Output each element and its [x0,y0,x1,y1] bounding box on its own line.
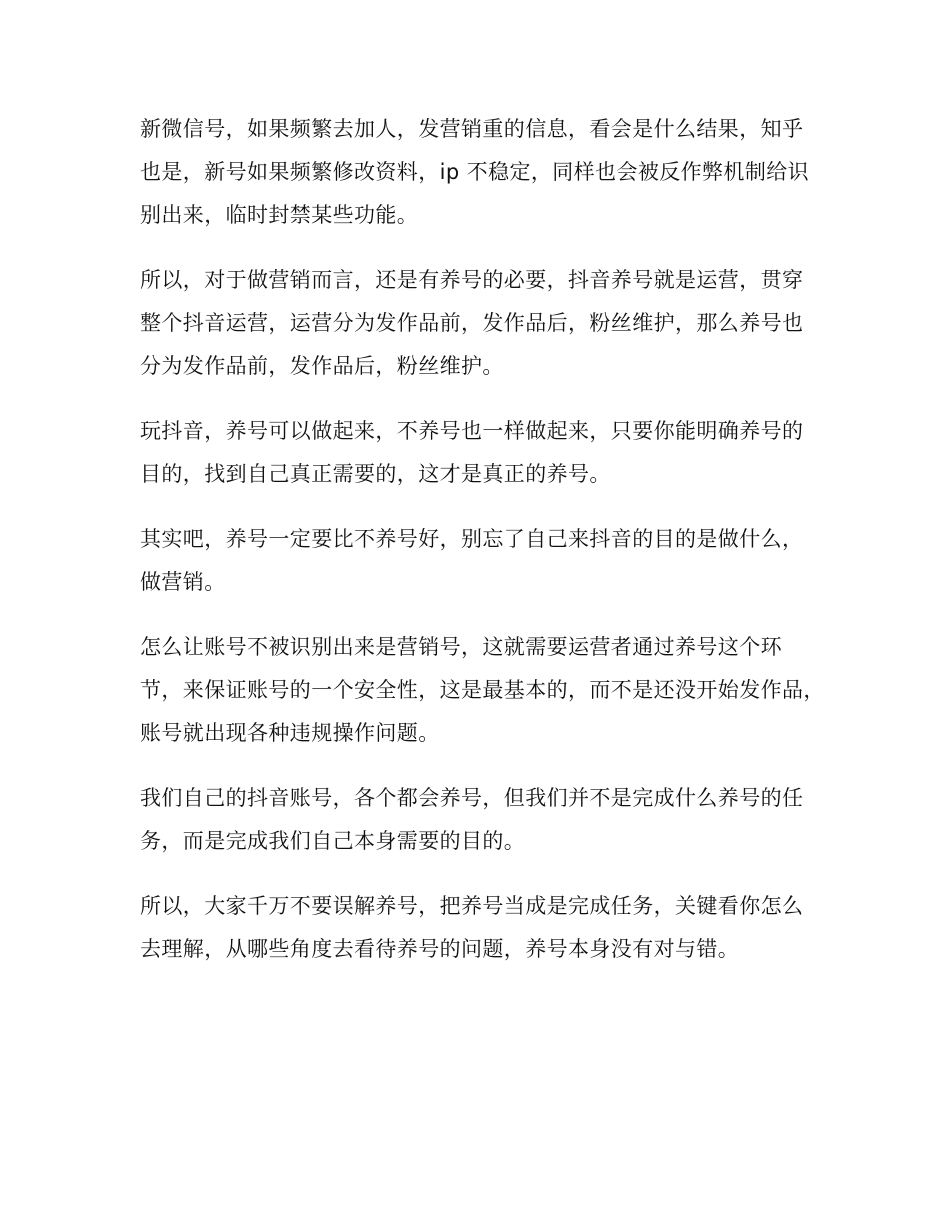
paragraph-7 [140,885,812,971]
paragraph-line: 所以，对于做营销而言，还是有养号的必要，抖音养号就是运营，贯穿 [140,268,804,292]
paragraph-line: 分为发作品前，发作品后，粉丝维护。 [140,354,504,378]
paragraph-line: 新微信号，如果频繁去加人，发营销重的信息，看会是什么结果，知乎 [140,117,804,141]
paragraph-line: 别出来，临时封禁某些功能。 [140,203,419,227]
paragraph-line: 务，而是完成我们自己本身需要的目的。 [140,829,526,853]
paragraph-1 [140,108,812,237]
paragraph-line: 所以，大家千万不要误解养号，把养号当成是完成任务，关键看你怎么 [140,894,804,918]
paragraph-line: 我们自己的抖音账号，各个都会养号，但我们并不是完成什么养号的任 [140,786,804,810]
paragraph-6 [140,777,812,863]
paragraph-3 [140,410,812,496]
paragraph-line: 做营销。 [140,570,226,594]
paragraph-line: 其实吧，养号一定要比不养号好，别忘了自己来抖音的目的是做什么， [140,527,804,551]
paragraph-line: 整个抖音运营，运营分为发作品前，发作品后，粉丝维护，那么养号也 [140,311,804,335]
paragraph-line: 节，来保证账号的一个安全性，这是最基本的，而不是还没开始发作品， [140,678,825,702]
paragraph-line: 账号就出现各种违规操作问题。 [140,721,440,745]
paragraph-line: 目的，找到自己真正需要的，这才是真正的养号。 [140,462,611,486]
paragraph-line: 去理解，从哪些角度去看待养号的问题，养号本身没有对与错。 [140,937,740,961]
paragraph-line: 也是，新号如果频繁修改资料，ip 不稳定，同样也会被反作弊机制给识 [140,160,810,184]
paragraph-line: 怎么让账号不被识别出来是营销号，这就需要运营者通过养号这个环 [140,635,782,659]
paragraph-line: 玩抖音，养号可以做起来，不养号也一样做起来，只要你能明确养号的 [140,419,804,443]
paragraph-5 [140,626,825,755]
document-body [140,108,825,993]
paragraph-2 [140,259,812,388]
paragraph-4 [140,518,812,604]
